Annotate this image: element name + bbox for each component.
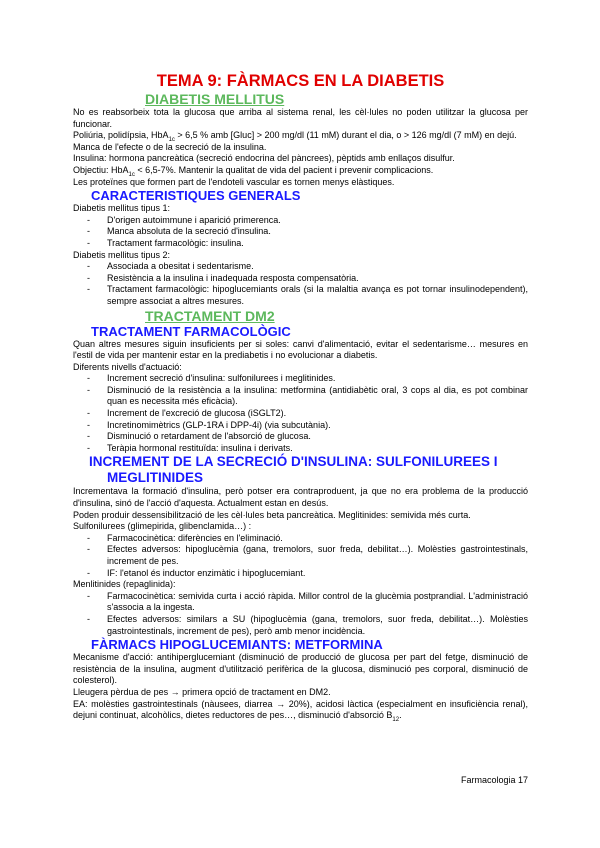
- list-dm2: [73, 261, 528, 307]
- paragraph: EA: molèsties gastrointestinals (nàusees, diarrea → 20%), acidosi làctica (especialment en insuficiència renal), dejuni continuat, alcohòlics, dietes reductores de pes…, disminució d'absorció $B_{12}$.: [73, 698, 528, 723]
- list-item: - IF: l'etanol és inductor enzimàtic i hipoglucemiant.: [107, 568, 528, 580]
- list-sulfonilurees: [73, 533, 528, 579]
- list-item: - Tractament farmacològic: hipoglucemiants orals (si la malaltia avança es pot tornar insulinodependent), sempre associat a altres mesures.: [107, 284, 528, 307]
- list-item: - Disminució de la resistència a la insulina: metformina (antidiabètic oral, 3 cops al dia, es pot combinar quan es necessita més eficàcia).: [107, 385, 528, 408]
- list-item: - Farmacocinètica: semivida curta i acció ràpida. Millor control de la glucèmia postprandial. L'administració s'associa a la ingesta.: [107, 591, 528, 614]
- paragraph: No es reabsorbeix tota la glucosa que arriba al sistema renal, les cèl·lules no poden utilitzar la glucosa per funcionar.: [73, 107, 528, 129]
- list-item: - Resistència a la insulina i inadequada resposta compensatòria.: [107, 273, 528, 285]
- list-item: - Manca absoluta de la secreció d'insulina.: [107, 226, 528, 238]
- paragraph: Diabetis mellitus tipus 2:: [73, 249, 171, 260]
- list-item: - Tractament farmacològic: insulina.: [107, 238, 528, 250]
- list-item: - Teràpia hormonal restituïda: insulina i derivats.: [107, 443, 528, 455]
- paragraph: Manca de l'efecte o de la secreció de la insulina.: [73, 141, 267, 152]
- list-item: - Increment secreció d'insulina: sulfonilurees i meglitinides.: [107, 373, 528, 385]
- list-item: - Efectes adversos: hipoglucèmia (gana, tremolors, suor freda, debilitat…). Molèsties gastrointestinals, increment de pes.: [107, 544, 528, 567]
- paragraph: Les proteïnes que formen part de l'endoteli vascular es tornen menys elàstiques.: [73, 176, 395, 187]
- paragraph: Quan altres mesures siguin insuficients per si soles: canvi d'alimentació, evitar el sedentarisme… mesures en l'estil de vida per mantenir estar en la prediabetis i no evolucionar a diabetis.: [73, 338, 528, 361]
- heading-diabetis-mellitus: DIABETIS MELLITUS: [145, 91, 285, 107]
- paragraph: Sulfonilurees (glimepirida, glibenclamida…) :: [73, 521, 252, 532]
- page-footer: Farmacologia 17: [460, 775, 528, 785]
- list-item: - Incretinomimètrics (GLP-1RA i DPP-4i) (via subcutània).: [107, 420, 528, 432]
- list-item: - Farmacocinètica: diferències en l'eliminació.: [107, 533, 528, 545]
- document-page: [73, 72, 528, 722]
- paragraph: Menlitinides (repaglinida):: [73, 579, 176, 590]
- list-meglitinides: [73, 591, 528, 637]
- heading-caracteristiques: CARACTERISTIQUES GENERALS: [91, 188, 301, 204]
- heading-tractament-farmacologic: TRACTAMENT FARMACOLÒGIC: [91, 323, 291, 339]
- heading-tractament-dm2: TRACTAMENT DM2: [145, 307, 275, 324]
- paragraph: Diabetis mellitus tipus 1:: [73, 203, 171, 214]
- list-item: - Efectes adversos: similars a SU (hipoglucèmia (gana, tremolors, suor freda, debilitat…). Molèsties gastrointestinals, increment de pes), però amb menor incidència.: [107, 614, 528, 637]
- paragraph: Incrementava la formació d'insulina, però potser era contraproduent, ja que no era problema de la producció d'insulina, sinó de l'acció d'aquesta. Actualment estan en desús.: [73, 486, 528, 509]
- page-title: TEMA 9: FÀRMACS EN LA DIABETIS: [156, 72, 445, 90]
- list-item: - Disminució o retardament de l'absorció de glucosa.: [107, 431, 528, 443]
- heading-increment-secrecio: INCREMENT DE LA SECRECIÓ D'INSULINA: SULFONILUREES I MEGLITINIDES: [89, 454, 498, 486]
- heading-metformina: FÀRMACS HIPOGLUCEMIANTS: METFORMINA: [91, 637, 383, 653]
- paragraph: Diferents nivells d'actuació:: [73, 361, 182, 372]
- paragraph: Mecanisme d'acció: antihiperglucemiant (disminució de producció de glucosa per part del fetge, disminució de resistència de la insulina, augment d'utilització perifèrica de la glucosa, disminució pes corporal, disminució de colesterol).: [73, 652, 528, 686]
- list-item: - Associada a obesitat i sedentarisme.: [107, 261, 528, 273]
- paragraph: Poden produir dessensibilització de les cèl·lules beta pancreàtica. Meglitinides: semivida més curta.: [73, 509, 471, 520]
- paragraph: Poliúria, polidípsia, HbA$_{1c}$ > 6,5 % amb [Gluc] > 200 mg/dl (11 mM) durant el dia, o > 126 mg/dl (7 mM) en dejú.: [73, 130, 517, 143]
- list-dm1: [73, 215, 528, 250]
- list-nivells: [73, 373, 528, 454]
- paragraph: Insulina: hormona pancreàtica (secreció endocrina del pàncrees), pèptids amb enllaços disulfur.: [73, 153, 455, 164]
- paragraph: Objectiu: HbA$_{1c}$ < 6,5-7%. Mantenir la qualitat de vida del pacient i prevenir complicacions.: [73, 164, 434, 178]
- list-item: - D'origen autoimmune i aparició primerenca.: [107, 215, 528, 227]
- list-item: - Increment de l'excreció de glucosa (iSGLT2).: [107, 408, 528, 420]
- paragraph: Lleugera pèrdua de pes → primera opció de tractament en DM2.: [73, 686, 331, 697]
